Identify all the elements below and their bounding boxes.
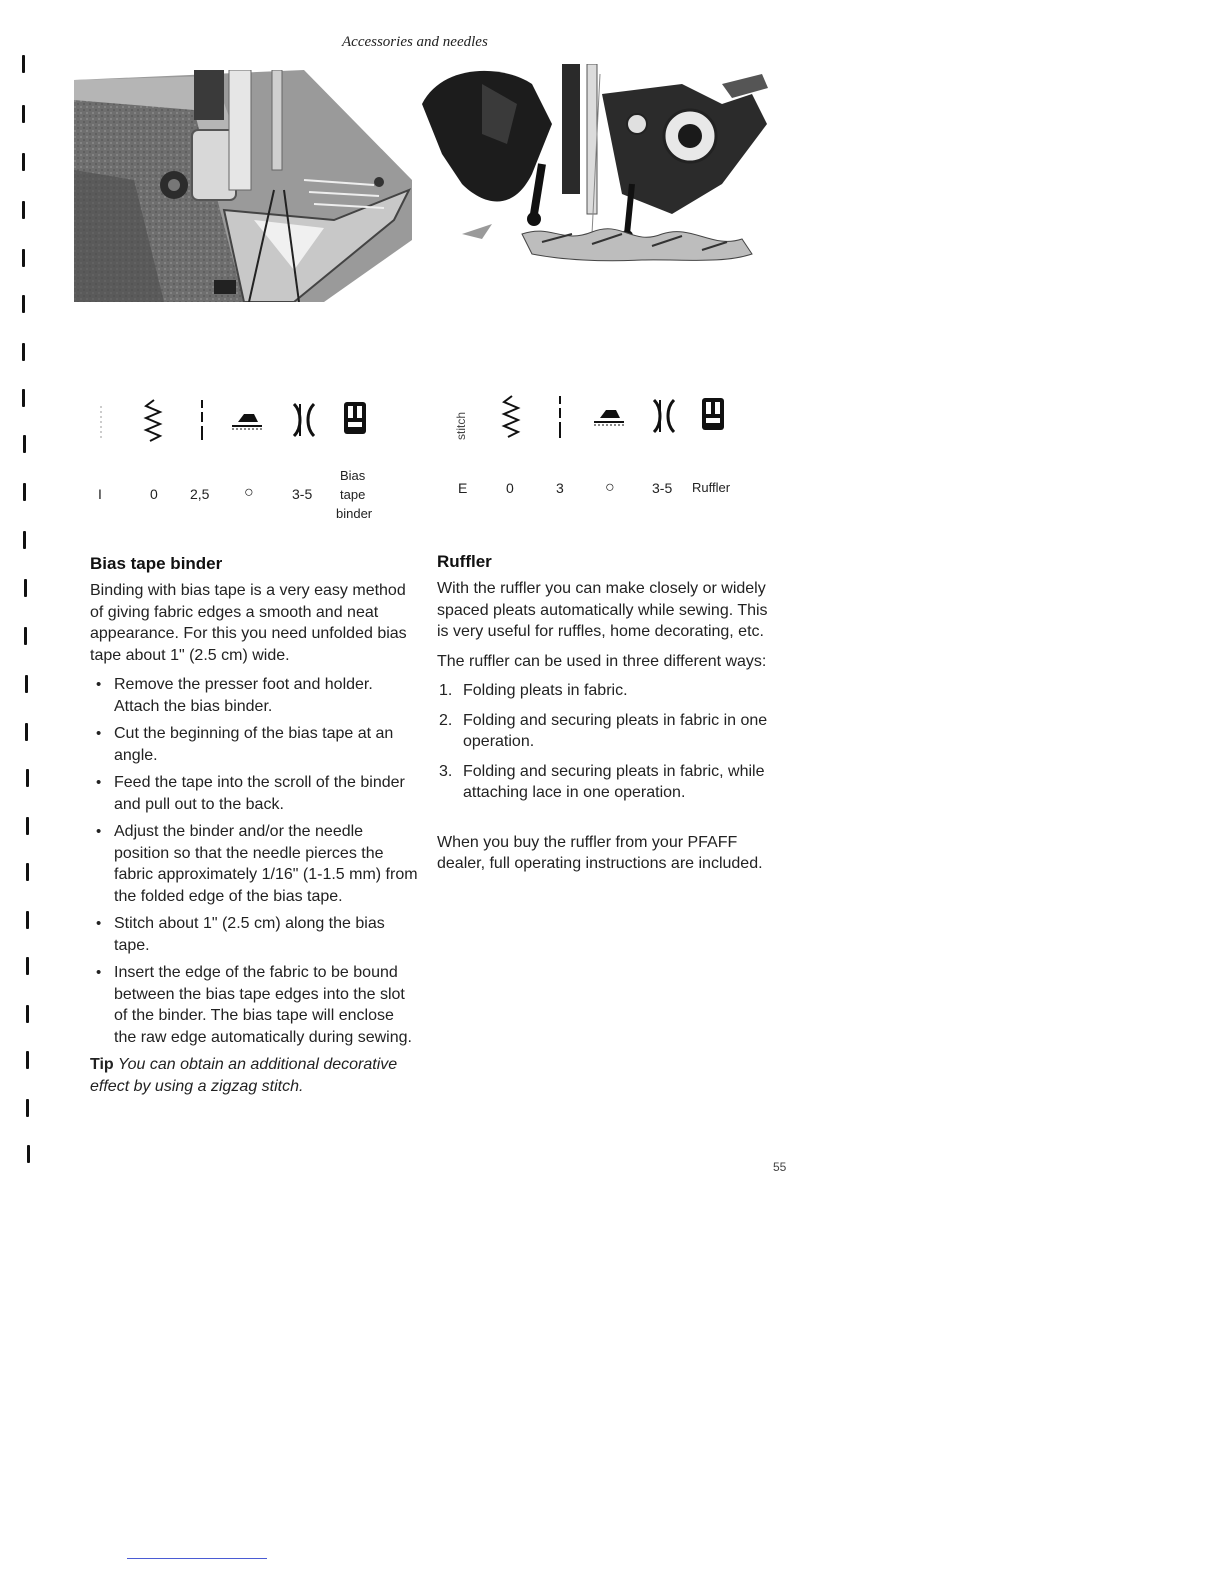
feed-dog-value: ○ — [244, 484, 254, 501]
list-item: • Insert the edge of the fabric to be bound between the bias tape edges into the slot of the binder. The bias tape will enclose the raw edge automatically during sewing. — [90, 962, 420, 1048]
stitch-row-label-icon — [94, 404, 108, 440]
bias-tape-steps — [90, 674, 420, 1048]
list-item: • Cut the beginning of the bias tape at an angle. — [90, 723, 420, 766]
stitch-value: I — [98, 486, 102, 502]
presser-foot-name-line1: Bias — [340, 468, 366, 483]
stitch-value: E — [458, 480, 468, 496]
list-item — [437, 761, 772, 804]
list-text: Folding and securing pleats in fabric in one operation. — [463, 711, 768, 750]
list-item: • Feed the tape into the scroll of the binder and pull out to the back. — [90, 772, 420, 815]
ruffler-ways-intro: The ruffler can be used in three different ways: — [437, 652, 767, 670]
feed-dog-icon — [230, 408, 264, 430]
tip-note — [90, 1054, 420, 1097]
tip-text: You can obtain an additional decorative effect by using a zigzag stitch. — [90, 1056, 398, 1095]
list-text: Folding pleats in fabric. — [463, 682, 628, 699]
bias-tape-heading: Bias tape binder — [90, 554, 223, 573]
presser-foot-icon — [700, 396, 726, 432]
presser-foot-name: Ruffler — [692, 480, 731, 495]
footer-rule — [127, 1558, 267, 1559]
stitch-width-icon — [500, 394, 524, 438]
thread-tension-icon — [290, 402, 318, 438]
stitch-length-icon — [198, 398, 206, 442]
thread-tension-icon — [650, 398, 678, 434]
ruffler-photo — [422, 64, 770, 264]
list-number: 2. — [439, 711, 453, 729]
tip-label: Tip — [90, 1056, 114, 1073]
ruffler-closing: When you buy the ruffler from your PFAFF dealer, full operating instructions are included. — [437, 833, 763, 872]
stitch-width-icon — [142, 398, 166, 442]
feed-dog-icon — [592, 404, 626, 426]
stitch-rotated-label: stitch — [454, 411, 468, 440]
ruffler-heading: Ruffler — [437, 552, 492, 571]
bias-tape-settings — [90, 392, 390, 532]
stitch-width-value: 0 — [506, 480, 514, 496]
ruffler-ways — [437, 680, 772, 804]
presser-foot-name-line3: binder — [336, 506, 373, 521]
presser-foot-name-line2: tape — [340, 487, 366, 502]
stitch-length-value: 3 — [556, 480, 564, 496]
feed-dog-value: ○ — [605, 479, 615, 496]
list-number: 3. — [439, 762, 453, 780]
thread-tension-value: 3-5 — [292, 486, 313, 502]
list-text: Folding and securing pleats in fabric, while attaching lace in one operation. — [463, 762, 765, 801]
bias-tape-section — [90, 554, 420, 1097]
running-header: Accessories and needles — [342, 34, 488, 50]
list-number: 1. — [439, 682, 453, 699]
page-number: 55 — [773, 1160, 787, 1174]
ruffler-section — [437, 552, 772, 883]
bias-tape-binder-photo — [74, 70, 412, 302]
ruffler-settings — [452, 390, 752, 510]
bias-tape-intro: Binding with bias tape is a very easy method of giving fabric edges a smooth and neat appearance. For this you need unfolded bias tape about 1" (2.5 cm) wide. — [90, 582, 407, 664]
list-item: • Stitch about 1" (2.5 cm) along the bias tape. — [90, 913, 420, 956]
list-item — [437, 710, 772, 753]
list-item — [437, 680, 772, 702]
stitch-length-value: 2,5 — [190, 486, 210, 502]
list-item: • Remove the presser foot and holder. Attach the bias binder. — [90, 674, 420, 717]
presser-foot-icon — [342, 400, 368, 436]
binding-marks — [22, 55, 42, 1175]
thread-tension-value: 3-5 — [652, 480, 673, 496]
stitch-width-value: 0 — [150, 486, 158, 502]
ruffler-intro: With the ruffler you can make closely or widely spaced pleats automatically while sewing. This is very useful for ruffles, home decorating, etc. — [437, 580, 768, 640]
stitch-length-icon — [556, 394, 564, 440]
list-item: • Adjust the binder and/or the needle position so that the needle pierces the fabric approximately 1/16" (1-1.5 mm) from the folded edge of the bias tape. — [90, 821, 420, 907]
